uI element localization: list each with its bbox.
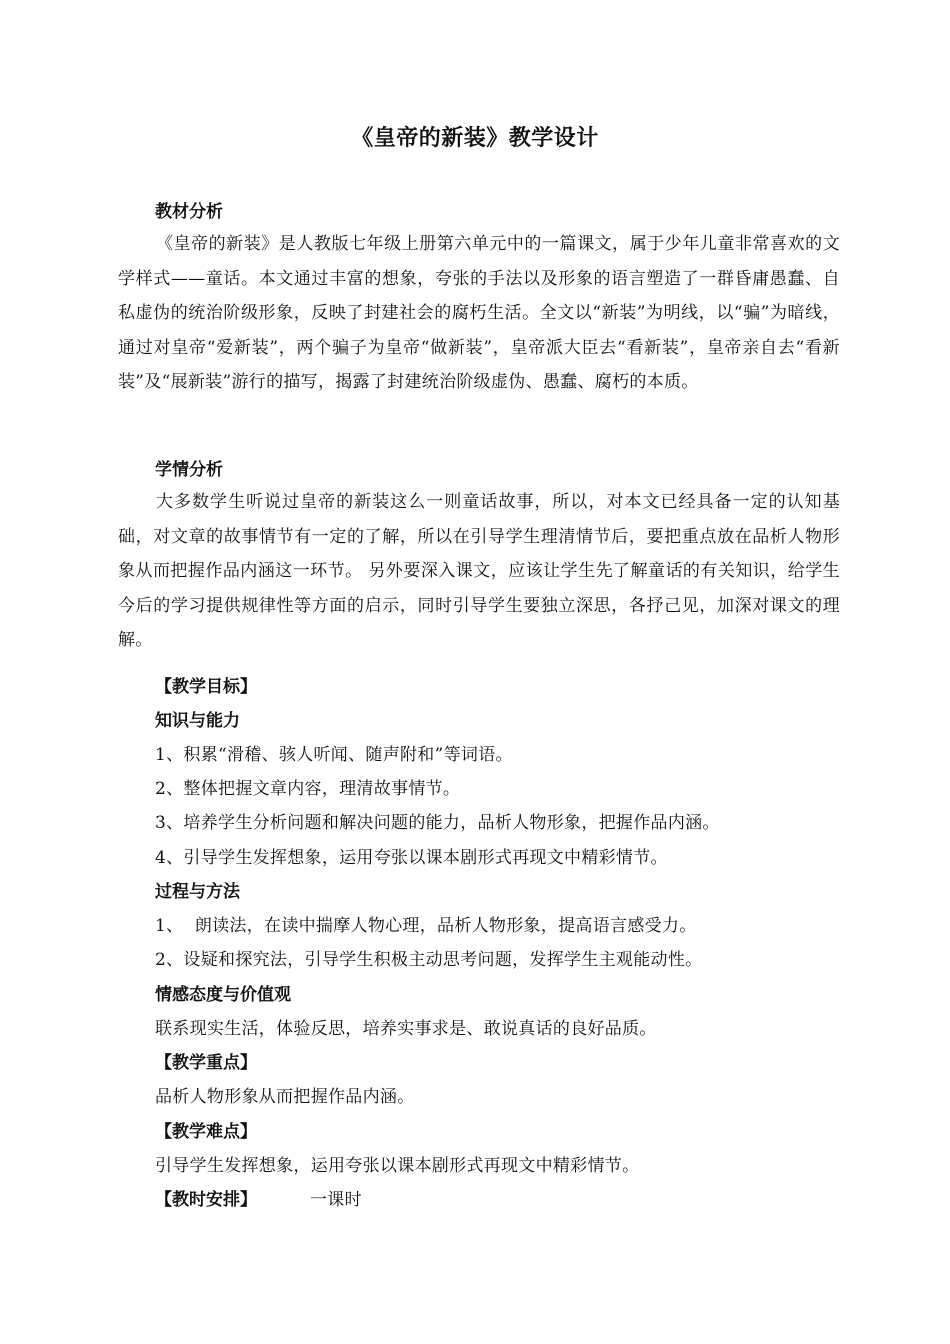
key-points-body: 品析人物形象从而把握作品内涵。 (155, 1087, 415, 1107)
knowledge-item-2: 2、整体把握文章内容，理清故事情节。 (155, 779, 461, 799)
emotion-values-body: 联系现实生活，体验反思，培养实事求是、敢说真话的良好品质。 (155, 1019, 657, 1039)
knowledge-ability-heading: 知识与能力 (155, 711, 240, 731)
process-item-1: 1、 朗读法，在读中揣摩人物心理，品析人物形象，提高语言感受力。 (155, 916, 697, 936)
document-title: 《皇帝的新装》教学设计 (351, 126, 599, 151)
knowledge-item-4: 4、引导学生发挥想象，运用夸张以课本剧形式再现文中精彩情节。 (155, 848, 668, 868)
difficulties-body: 引导学生发挥想象，运用夸张以课本剧形式再现文中精彩情节。 (155, 1156, 640, 1176)
emotion-values-heading: 情感态度与价值观 (155, 985, 291, 1005)
schedule-value: 一课时 (310, 1190, 362, 1210)
student-analysis-heading: 学情分析 (155, 460, 223, 480)
process-method-heading: 过程与方法 (155, 882, 240, 902)
key-points-heading: 【教学重点】 (155, 1053, 257, 1073)
process-item-2: 2、设疑和探究法，引导学生积极主动思考问题，发挥学生主观能动性。 (155, 950, 703, 970)
difficulties-heading: 【教学难点】 (155, 1122, 257, 1142)
textbook-analysis-heading: 教材分析 (155, 202, 223, 222)
knowledge-item-1: 1、积累“滑稽、骇人听闻、随声附和”等词语。 (155, 745, 513, 765)
schedule-heading: 【教时安排】 (155, 1190, 257, 1210)
teaching-goals-heading: 【教学目标】 (155, 677, 257, 697)
textbook-analysis-body: 《皇帝的新装》是人教版七年级上册第六单元中的一篇课文，属于少年儿童非常喜欢的文学样式——童话。本文通过丰富的想象，夸张的手法以及形象的语言塑造了一群昏庸愚蠢、自私虚伪的统治阶级形象，反映了封建社会的腐朽生活。全文以“新装”为明线，以“骗”为暗线，通过对皇帝“爱新装”，两个骗子为皇帝“做新装”，皇帝派大臣去“看新装”，皇帝亲自去“看新装”及“展新装”游行的描写，揭露了封建统治阶级虚伪、愚蠢、腐朽的本质。 (118, 234, 840, 392)
student-analysis-body: 大多数学生听说过皇帝的新装这么一则童话故事，所以，对本文已经具备一定的认知基础，对文章的故事情节有一定的了解，所以在引导学生理清情节后，要把重点放在品析人物形象从而把握作品内涵这一环节。 另外要深入课文，应该让学生先了解童话的有关知识，给学生今后的学习提供规律性等方面的启示，同时引导学生要独立深思，各抒己见，加深对课文的理解。 (118, 492, 840, 650)
knowledge-item-3: 3、培养学生分析问题和解决问题的能力，品析人物形象，把握作品内涵。 (155, 813, 720, 833)
